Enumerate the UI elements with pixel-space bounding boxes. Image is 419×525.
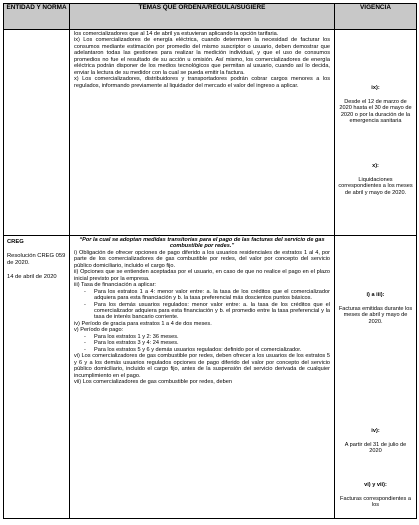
header-entity-norma: ENTIDAD Y NORMA	[4, 4, 70, 30]
validity-text: Liquidaciones correspondientes a los meses de abril y mayo de 2020.	[338, 176, 413, 196]
list-item-text: Para los estratos 5 y 6 y demás usuarios regulados: definido por el comercializador.	[94, 346, 302, 353]
topics-cell	[70, 30, 335, 236]
regulation-table	[3, 3, 417, 519]
list-item: - Para los demás usuarios regulados: menor valor entre: a. la tasa de los créditos que el comercializador adquiera para esta financiación y b. el promedio entre la tasa preferencial y la tasa de interés bancario corriente.	[84, 301, 330, 321]
validity-cell	[335, 30, 417, 236]
validity-label: i) a iii):	[366, 292, 385, 298]
entity-cell-empty	[4, 30, 70, 236]
table-row	[4, 30, 417, 236]
validity-label: iv):	[371, 428, 380, 434]
entity-cell	[4, 236, 70, 519]
header-temas: TEMAS QUE ORDENA/REGULA/SUGIERE	[70, 4, 335, 30]
topic-paragraph: ii) Opciones que se entienden aceptadas por el usuario, en caso de que no realice el pago en el plazo inicial previsto por la empresa.	[74, 269, 330, 282]
topic-paragraph: ix) Los comercializadores de energía eléctrica, cuando determinen la necesidad de facturar los consumos mediante estimación por promedio del mismo suscriptor o usuario, deben demostrar que adelantaron todas las gestiones para realizar la medición individual, y que el uso de consumos promedios no fue el resultado de su acción u omisión. Así mismo, los comercializadores de energía eléctrica podrán disponer de los medios tecnológicos que permitan al usuario, cuando así lo decida, enviar la lectura de su medidor con la cual se pueda emitir la factura.	[74, 37, 330, 76]
list-item-text: Para los estratos 1 a 4: menor valor entre: a. la tasa de los créditos que el comercializador adquiera para esta financiación y b. la tasa preferencial más doscientos puntos básicos.	[94, 288, 330, 302]
header-vigencia: VIGENCIA	[335, 4, 417, 30]
table-row	[4, 236, 417, 519]
validity-text: Facturas emitidas durante los meses de abril y mayo de 2020.	[338, 305, 413, 325]
list-item: - Para los estratos 3 y 4: 24 meses.	[74, 340, 330, 346]
topic-paragraph: vii) Los comercializadores de gas combustible por redes, deben	[74, 378, 232, 385]
list-item-text: Para los estratos 3 y 4: 24 meses.	[94, 340, 179, 347]
topics-cell	[70, 236, 335, 519]
topic-paragraph: x) Los comercializadores, distribuidores y transportadores podrán cobrar cargos menores a los regulados, informando previamente al liquidador del mercado el valor del ingreso a aplicar.	[74, 76, 330, 89]
topic-paragraph: iv) Período de gracia para estratos 1 a 4 de dos meses.	[74, 320, 212, 327]
table-header-row	[4, 4, 417, 30]
topic-paragraph: vi) Los comercializadores de gas combustible por redes, deben ofrecer a los usuarios de los estratos 5 y 6 y a los demás usuarios regulados opciones de pago diferido del valor por concepto del servicio público domiciliario, incluido el cargo fijo, antes de la suspensión del servicio derivada de cualquier incumplimiento en el pago.	[74, 353, 330, 379]
validity-text: A partir del 31 de julio de 2020	[344, 441, 407, 455]
topic-paragraph: los comercializadores que al 14 de abril ya estuvieran aplicando la opción tarifaria.	[74, 31, 279, 37]
resolution-date: 14 de abril de 2020	[7, 274, 57, 280]
validity-text: Desde el 12 de marzo de 2020 hasta el 30 de mayo de 2020 o por la duración de la emergencia sanitaria	[339, 98, 412, 125]
validity-label: vi) y vii):	[364, 482, 387, 488]
list-item-text: Para los demás usuarios regulados: menor valor entre: a. la tasa de los créditos que el comercializador adquiera para esta financiación y b. el promedio entre la tasa preferencial y la tasa de interés bancario corriente.	[94, 301, 330, 321]
resolution-name: Resolución CREG 059 de 2020.	[7, 253, 66, 266]
topic-paragraph: iii) Tasa de financiación a aplicar:	[74, 282, 156, 289]
topic-paragraph: i) Obligación de ofrecer opciones de pago diferido a los usuarios residenciales de estratos 1 al 4, por parte de los comercializadores de gas combustible por redes, del valor por concepto del servicio público domiciliario, incluido el cargo fijo.	[74, 249, 330, 269]
list-item: - Para los estratos 1 y 2: 36 meses.	[74, 334, 330, 340]
validity-text: Facturas correspondientes a los	[340, 495, 411, 509]
validity-label: ix):	[371, 85, 380, 91]
list-item: - Para los estratos 5 y 6 y demás usuarios regulados: definido por el comercializador.	[74, 347, 330, 353]
entity-name: CREG	[7, 239, 24, 245]
topic-paragraph: v) Período de pago:	[74, 327, 124, 334]
list-item: - Para los estratos 1 a 4: menor valor entre: a. la tasa de los créditos que el comercializador adquiera para esta financiación y b. la tasa preferencial más doscientos puntos básicos.	[84, 288, 330, 302]
list-item-text: Para los estratos 1 y 2: 36 meses.	[94, 333, 179, 340]
resolution-title: “Por la cual se adoptan medidas transitorias para el pago de las facturas del servicio de gas combustible por redes.”	[79, 237, 325, 250]
validity-label: x):	[372, 163, 379, 169]
validity-cell	[335, 236, 417, 519]
